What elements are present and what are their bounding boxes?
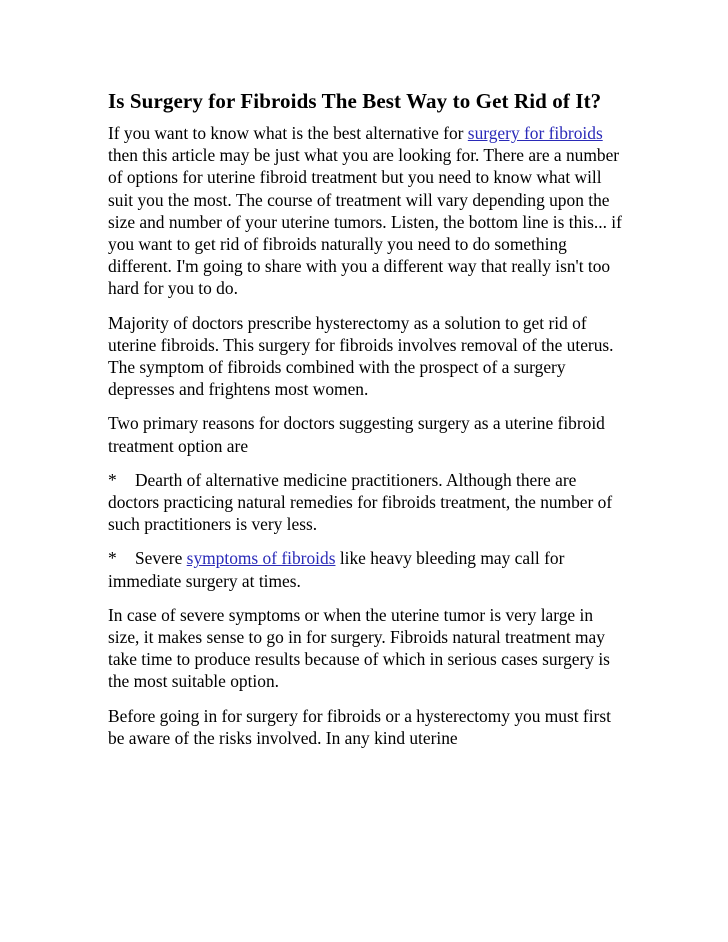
bullet-marker: * [108, 548, 117, 569]
bullet-text-before-link: Severe [135, 548, 187, 569]
bullet-marker: * [108, 469, 117, 490]
paragraph-hysterectomy: Majority of doctors prescribe hysterectomy as a solution to get rid of uterine fibroids. This surgery for fibroids involves removal of the uterus. The symptom of fibroids combined with the prospect of a surgery depresses and frightens most women. [108, 312, 614, 400]
paragraph-risks: Before going in for surgery for fibroids or a hysterectomy you must first be aware of the risks involved. In any kind uterine [108, 705, 611, 748]
surgery-for-fibroids-link[interactable]: surgery for fibroids [467, 123, 603, 143]
bullet-item-symptoms [108, 547, 628, 591]
article-title: Is Surgery for Fibroids The Best Way to Get Rid of It? [108, 89, 602, 113]
intro-text-after-link: then this article may be just what you are looking for. There are a number of options for uterine fibroid treatment but you need to know what will suit you the most. The course of treatment will vary depending upon the size and number of your uterine tumors. Listen, the bottom line is this... if you want to get rid of fibroids naturally you need to do something different. I'm going to share with you a different way that really isn't too hard for you to do. [108, 145, 622, 299]
bullet-text: Dearth of alternative medicine practitioners. Although there are doctors practicing natural remedies for fibroids treatment, the number of such practitioners is very less. [108, 469, 613, 535]
bullet-item-dearth [108, 469, 628, 536]
intro-text-before-link: If you want to know what is the best alternative for [108, 123, 468, 143]
symptoms-of-fibroids-link[interactable]: symptoms of fibroids [186, 548, 336, 569]
document-page [108, 88, 628, 761]
bullet-text-after-link: like heavy bleeding may call for immediate surgery at times. [108, 548, 565, 591]
paragraph-reasons: Two primary reasons for doctors suggesting surgery as a uterine fibroid treatment option are [108, 413, 605, 456]
paragraph-intro [108, 122, 628, 300]
paragraph-severe-cases: In case of severe symptoms or when the uterine tumor is very large in size, it makes sense to go in for surgery. Fibroids natural treatment may take time to produce results because of which in serious cases surgery is the most suitable option. [108, 604, 610, 692]
